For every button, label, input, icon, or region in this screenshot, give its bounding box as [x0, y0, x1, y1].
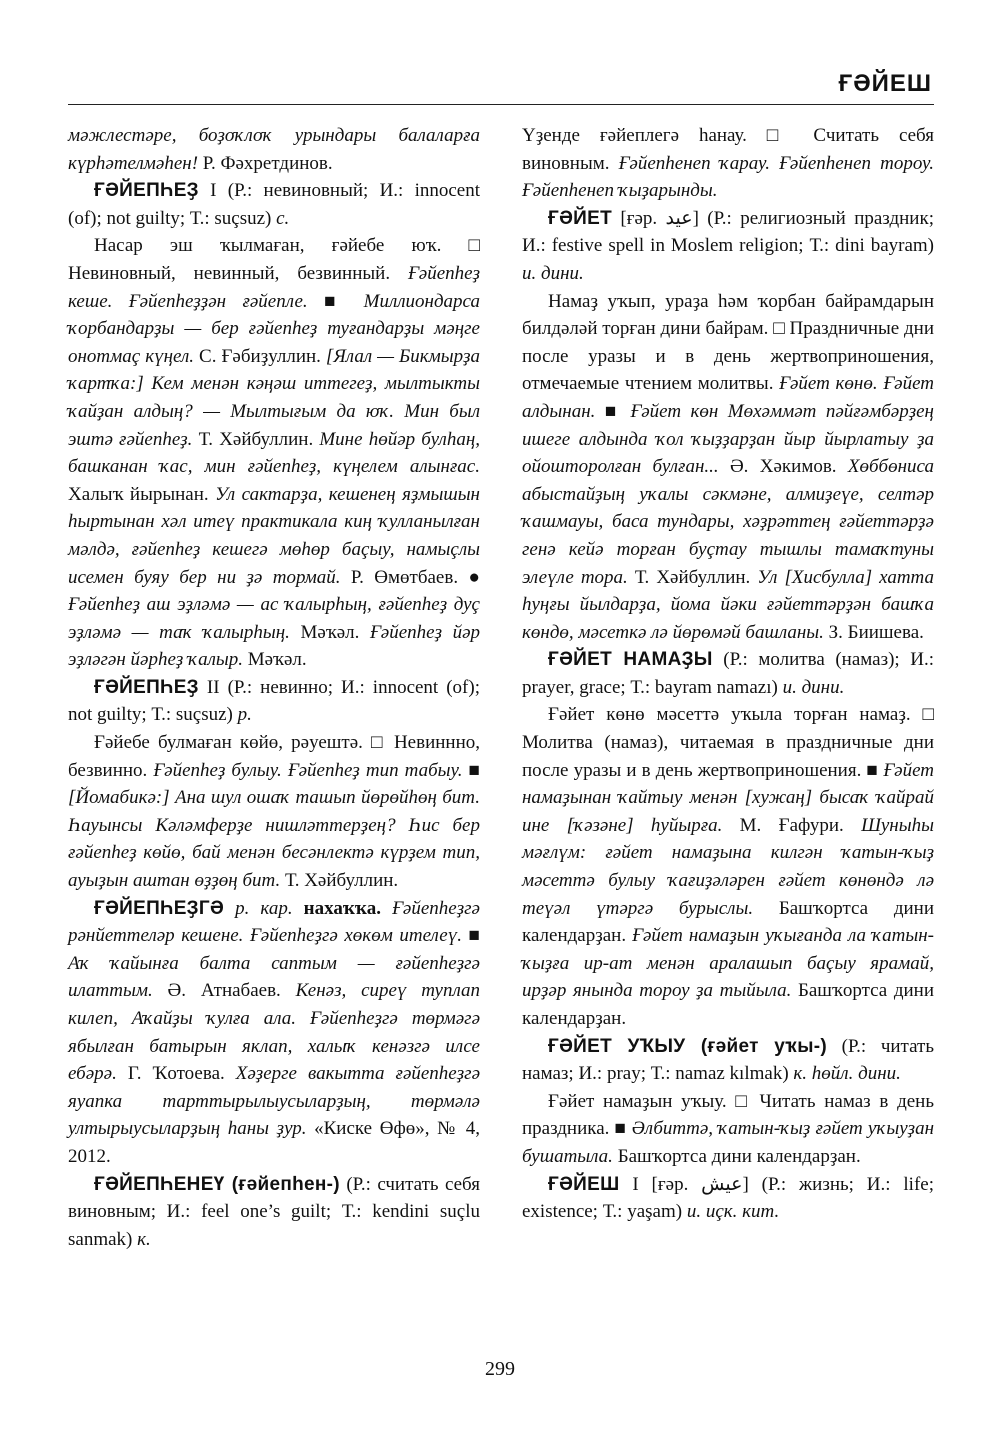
italic-text: Ғәйет намаҙын уҡығанда ла ҡатын-ҡыҙға ир-ат менән аралашып баçыу ярамай, ирҙәр янында тороу ҙа тыйыла. [522, 925, 934, 1002]
italic-text: Хәҙерге вакытта ғәйепһеҙгә яуапка тарттырылыусыларҙың, төрмәлә ултырыусыларҙың һаны ҙур. [68, 1063, 480, 1140]
body-text: Ғәйебе булмаған көйө, рәуештә. □ Невиннно, безвинно. [68, 732, 480, 781]
body-text: Т. Хәйбуллин. [627, 566, 758, 588]
right-column-paragraph [522, 1171, 934, 1226]
italic-text: и. дини. [782, 676, 845, 698]
header-rule [68, 104, 934, 105]
body-text: Башҡортса дини календарҙан. [522, 897, 934, 947]
body-text: «Киске Өфө», № 4, 2012. [68, 1118, 481, 1167]
body-text: Г. Ҡотоева. [116, 1063, 236, 1085]
right-column [522, 122, 934, 1226]
body-text: ■ [307, 290, 364, 312]
italic-text: Ғәйепһенеп ҡарау. Ғәйепһенеп тороу. Ғәйепһенеп ҡыҙарынды. [522, 152, 934, 202]
body-text: ■ [462, 759, 481, 781]
left-column-paragraph [68, 1171, 480, 1254]
left-column-paragraph [68, 895, 480, 1171]
body-text: Халыҡ йырынан. [68, 483, 216, 505]
entry-headword: ҒӘЙЕПҺЕНЕҮ (ғәйепһен-) [94, 1173, 340, 1195]
body-text: [ғәр. عيد] (Р.: религиозный праздник; И.: festive spell in Moslem religion; Т.: dini bayram) [522, 207, 934, 257]
page-number: 299 [485, 1358, 515, 1380]
italic-text: Мине һөйәр булһаң, башканан ҡас, мин ғәйепһеҙ, күңелем алынғас. [68, 428, 481, 478]
left-column-paragraph [68, 674, 480, 729]
italic-text: мәжлестәре, боҙоҡлоҡ урындары балаларға күрһәтелмәһен! [68, 125, 480, 174]
italic-text: [Йомабикә:] Ана шул ошаҡ ташып йөрөйһөң бит. Һауынсы Кәләмферҙе нишләттерҙең? Һис бер ғәйепһеҙ көйө, бай менән бесәнлектә күрҙем тип, ауыҙын аштан өҙҙөң бит. [68, 787, 480, 892]
running-head: ҒӘЙЕШ [838, 70, 932, 97]
body-text: Ғәйет намаҙын уҡыу. □ Читать намаз в день праздника. ■ [522, 1090, 934, 1140]
body-text: (Р.: читать намаз; И.: pray; Т.: namaz kılmak) [522, 1035, 934, 1085]
italic-text: Миллиондарса ҡорбандарҙы — бер ғәйепһеҙ туғандарҙы мәңге онотмаç күңел. [68, 290, 480, 367]
body-text: Т. Хәйбуллин. [280, 870, 399, 892]
italic-text: с. [276, 207, 290, 229]
body-text: Р. Фәхретдинов. [202, 152, 333, 174]
left-column-paragraph [68, 232, 480, 674]
italic-text: Әлбиттә, ҡатын-ҡыҙ ғәйет уҡыуҙан бушатыла. [522, 1118, 934, 1167]
body-text: Т. Хәйбуллин. [192, 428, 320, 450]
left-column-paragraph [68, 729, 480, 895]
body-text: Башҡортса дини календарҙан. [522, 980, 934, 1029]
body-text: (Р.: считать себя виновным; И.: feel one’s guilt; Т.: kendini suçlu sanmak) [68, 1173, 480, 1250]
italic-text: Ғәйепһеҙ булыу. Ғәйепһеҙ тип табыу. [153, 759, 463, 781]
entry-headword: ҒӘЙЕШ [548, 1173, 620, 1195]
italic-text: Кенәз, сиреү туплап килеп, Аҡайҙы ҡулға ала. Ғәйепһеҙгә төрмәгә ябылған батырын яклап, халыҡ кенәзгә илсе ебәрә. [68, 980, 480, 1085]
body-text: II (Р.: невинно; И.: innocent (of); not guilty; Т.: suçsuz) [68, 676, 480, 726]
body-text: З. Биишева. [823, 621, 924, 643]
italic-text: и. иçк. кит. [686, 1201, 780, 1223]
italic-text: Ғәйет көн Мөхәммәт пәйғәмбәрҙең ишеге алдында ҡол ҡыҙҙарҙан йыр йырлатыу ҙа ойошторолған булған... [522, 400, 934, 478]
right-column-paragraph [522, 122, 934, 205]
entry-headword: ҒӘЙЕПҺЕҘ [94, 676, 199, 698]
entry-headword: ҒӘЙЕПҺЕҘ [94, 180, 199, 202]
right-column-paragraph [522, 701, 934, 1032]
body-text: С. Ғәбиҙуллин. [194, 345, 326, 367]
italic-text: Ғәйет көнө. Ғәйет алдынан. [522, 373, 934, 422]
body-text: Ә. Атнабаев. [152, 980, 296, 1002]
italic-text: Ул [Хисбулла] хатта һуңғы йылдарҙа, йома йәки ғәйеттәрҙән башҡа көндө, мәсеткә лә йөрөмәй башланы. [522, 566, 934, 643]
entry-headword: ҒӘЙЕТ НАМАҘЫ [548, 649, 713, 671]
body-text: I [ғәр. عيش] (Р.: жизнь; И.: life; existence; Т.: yaşam) [522, 1173, 934, 1223]
italic-text: Шуныһы мәғлүм: ғәйет намаҙына килгән ҡатын-ҡыҙ мәсеттә булыу ҡағиҙәләрен ғәйет көнөндә лә теүәл үтәргә бурыслы. [522, 814, 934, 919]
italic-text: Ғәйепһеҙ йәр эҙләгән йәрһеҙ ҡалыр. [68, 621, 481, 671]
body-text: Р. Өмөтбаев. ● [340, 566, 480, 588]
body-text: (Р.: молитва (намаз); И.: prayer, grace; Т.: bayram namazı) [522, 649, 935, 698]
entry-headword: ҒӘЙЕТ [548, 207, 613, 229]
italic-text: к. һөйл. дини. [793, 1063, 901, 1085]
left-column-paragraph [68, 122, 480, 177]
italic-text: [Ялал — Бикмырҙа ҡартҡа:] Кем менән кәңәш иттегеҙ, мылтыкты ҡайҙан алдың? — Мылтығым да юҡ. Мин был эштә ғәйепһеҙ. [68, 345, 480, 450]
italic-text: к. [137, 1228, 151, 1250]
body-text: М. Ғафури. [722, 814, 862, 836]
body-text: Насар эш ҡылмаған, ғәйебе юҡ. □ Невиновный, невинный, безвинный. [68, 235, 480, 284]
body-text: Мәҡәл. [242, 649, 307, 671]
body-text: Намаҙ уҡып, ураҙа һәм ҡорбан байрамдарын билдәләй торған дини байрам. □ Праздничные дни после уразы и в день жертвоприношения, отмечаемые чтением молитвы. [522, 290, 934, 395]
italic-text: Ғәйепһеҙгә рәнйеттеләр кешене. Ғәйепһеҙгә хөкөм ителеү. [68, 897, 480, 947]
right-column-paragraph [522, 646, 934, 701]
italic-text: Хөббөниса абыстайҙың уҡалы сәкмәне, алмиҙеүе, селтәр ҡашмауы, баса тундары, хәҙрәттең ғәйеттәрҙә генә кейә торған буçтау тышлы тамаҡтуны элеүле тора. [522, 456, 934, 588]
right-column-paragraph [522, 288, 934, 647]
italic-text: Ул сактарҙа, кешенең яҙмышын һыртынан хәл итеү практикала киң ҡулланылған мәлдә, ғәйепһеҙ кешегә мөһөр баçыу, намыçлы исемен буяу бер ни ҙә тормай. [68, 483, 480, 588]
italic-text: р. [237, 704, 252, 726]
body-text: Башҡортса дини календарҙан. [612, 1145, 861, 1167]
italic-text: Ғәйепһеҙ аш эҙләмә — ас ҡалырһың, ғәйепһеҙ дуç эҙләмә — таҡ ҡалырһың. [68, 594, 480, 643]
entry-headword: ҒӘЙЕТ УҠЫУ (ғәйет уҡы-) [548, 1035, 827, 1057]
body-text: Ғәйет көнө мәсеттә уҡыла торған намаҙ. □ Молитва (намаз), читаемая в праздничные дни после уразы и в день жертвоприношения. ■ [522, 704, 934, 781]
italic-text: Ғәйепһеҙ кеше. Ғәйепһеҙҙән ғәйепле. [68, 262, 480, 312]
italic-text: Аҡ ҡайынға балта саптым — ғәйепһеҙгә илаттым. [68, 952, 480, 1002]
body-text: Мәҡәл. [289, 621, 370, 643]
left-column-paragraph [68, 177, 480, 232]
right-column-paragraph [522, 205, 934, 288]
italic-text: и. дини. [522, 262, 584, 284]
italic-text: Ғәйет намаҙынан ҡайтыу менән [хужаң] бысаҡ ҡайрай ине [ҡәзәне] һуйырға. [522, 759, 934, 836]
body-text: ■ [595, 400, 631, 422]
right-column-paragraph [522, 1033, 934, 1088]
right-column-paragraph [522, 1088, 934, 1171]
body-text: ■ [461, 925, 480, 947]
left-column [68, 122, 480, 1253]
entry-headword: ҒӘЙЕПҺЕҘГӘ [94, 897, 225, 919]
italic-text: р. кар. [224, 897, 293, 919]
bold-text: нахаҡҡа. [292, 897, 382, 919]
body-text: I (Р.: невиновный; И.: innocent (of); not guilty; Т.: suçsuz) [68, 180, 480, 229]
body-text: Ә. Хәкимов. [718, 456, 848, 478]
body-text: Үҙенде ғәйеплегә һанау. □ Считать себя виновным. [522, 125, 934, 174]
